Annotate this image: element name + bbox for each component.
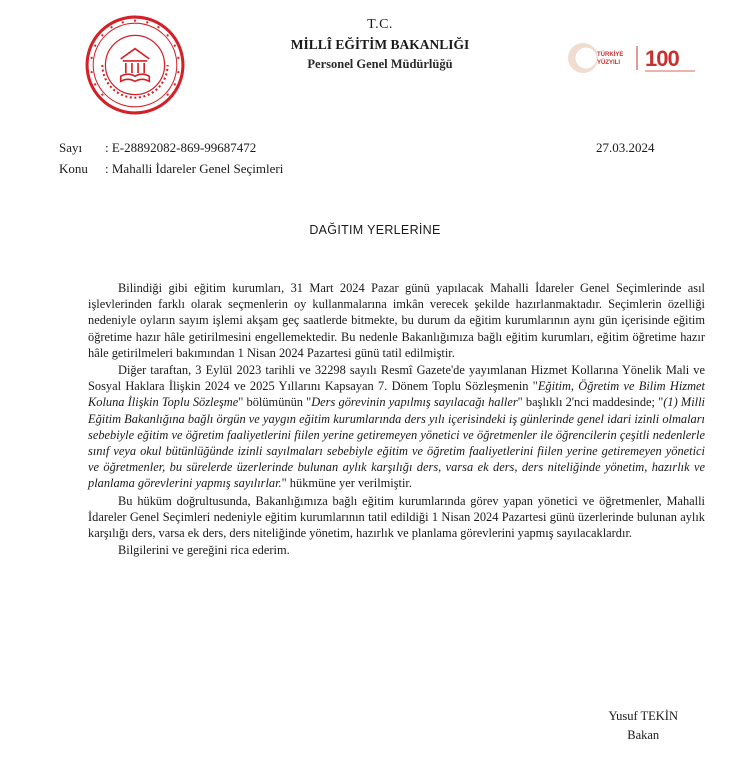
p2-italic-contract: Eğitim, Öğretim ve Bilim Hizmet Koluna İlişkin Toplu Sözleşme <box>88 379 705 410</box>
paragraph-4: Bilgilerini ve gereğini rica ederim. <box>118 543 290 558</box>
subject-line <box>59 159 283 178</box>
p2-text-c: " bölümünün " <box>238 395 312 410</box>
distribution-heading: DAĞITIM YERLERİNE <box>309 223 441 237</box>
department-name: Personel Genel Müdürlüğü <box>307 57 453 71</box>
letter-body <box>88 280 705 558</box>
ministry-seal-logo <box>84 14 186 116</box>
letterhead <box>240 16 520 73</box>
logo-text-yuzyili: YÜZYILI <box>597 60 621 66</box>
p2-italic-quote: (1) Milli Eğitim Bakanlığına bağlı örgün ve yaygın eğitim kurumlarında ders yılı içerisindeki iş günlerinde genel idari izinli olmaları sebebiyle eğitim ve öğretim faaliyetlerini fiilen yerine getiremeyen yönetici ve öğretmenler ile öğrencilerin çeşitli nedenlerle sınıf veya okul bütünlüğünde izinli sayılmaları sebebiyle eğitim ve öğretim faaliyetlerini fiilen yerine getiremeyen yönetici ve öğretmenler, bu sürelerde üzerlerinde bulunan aylık karşılığı ders, varsa ek ders, ders niteliğinde yönetim, hazırlık ve planlama görevlerini yapmış sayılırlar. <box>88 395 706 491</box>
signatory-name: Yusuf TEKİN <box>608 709 678 723</box>
sayi-value: : E-28892082-869-99687472 <box>105 140 257 155</box>
p2-italic-section: Ders görevinin yapılmış sayılacağı haller <box>311 395 518 410</box>
sayi-label: Sayı <box>59 140 83 155</box>
republic-abbrev: T.C. <box>367 17 393 32</box>
p2-text-a: Diğer taraftan, 3 Eylül 2023 tarihli ve 32298 sayılı Resmî Gazete'de yayımlanan Hizmet Kollarına Yönelik Mali ve Sosyal Haklara İlişkin 2024 ve 2025 Yıllarını Kapsayan 7. Dönem Toplu Sözleşmenin " <box>88 363 705 394</box>
p2-text-e: " başlıklı 2'nci maddesinde; " <box>517 395 664 410</box>
signature-block <box>608 707 678 745</box>
logo-number-100: 100 <box>645 46 679 71</box>
document-date: 27.03.2024 <box>596 140 655 155</box>
p2-text-g: " hükmüne yer verilmiştir. <box>281 476 412 491</box>
konu-label: Konu <box>59 161 88 176</box>
paragraph-1: Bilindiği gibi eğitim kurumları, 31 Mart 2024 Pazar günü yapılacak Mahalli İdareler Genel Seçimlerinde asıl işlevlerinden farklı olarak seçmenlerin oy kullanmalarına imkân verecek şekilde hazırlanmaktadır. Seçimlerin özelliği nedeniyle oyların sayım işlemi akşam geç saatlerde bitmekte, bu durum da eğitim kurumlarının aynı gün içerisinde eğitim öğretime hazır hâle getirilmesini engellemektedir. Bu nedenle Bakanlığımıza bağlı eğitim kurumları, eğitim öğretime hazır hâle getirilmeleri bakımından 1 Nisan 2024 Pazartesi günü tatil edilmiştir. <box>88 281 705 360</box>
reference-number <box>59 138 256 157</box>
logo-text-turkiye: TÜRKİYE <box>597 52 624 58</box>
paragraph-2 <box>88 362 705 492</box>
signatory-title: Bakan <box>627 728 660 742</box>
paragraph-3: Bu hüküm doğrultusunda, Bakanlığımıza bağlı eğitim kurumlarında görev yapan yönetici ve öğretmenler, Mahalli İdareler Genel Seçimleri nedeniyle eğitim kurumlarının tatil edildiği 1 Nisan 2024 Pazartesi günü üzerlerinde bulunan aylık karşılığı ders, varsa ek ders, ders niteliğinde yönetim, hazırlık ve planlama görevlerini yapmış sayılacaklardır. <box>88 493 705 541</box>
turkiye-yuzyili-100-logo <box>565 38 715 78</box>
ministry-name: MİLLÎ EĞİTİM BAKANLIĞI <box>290 37 470 52</box>
konu-value: : Mahalli İdareler Genel Seçimleri <box>105 161 284 176</box>
